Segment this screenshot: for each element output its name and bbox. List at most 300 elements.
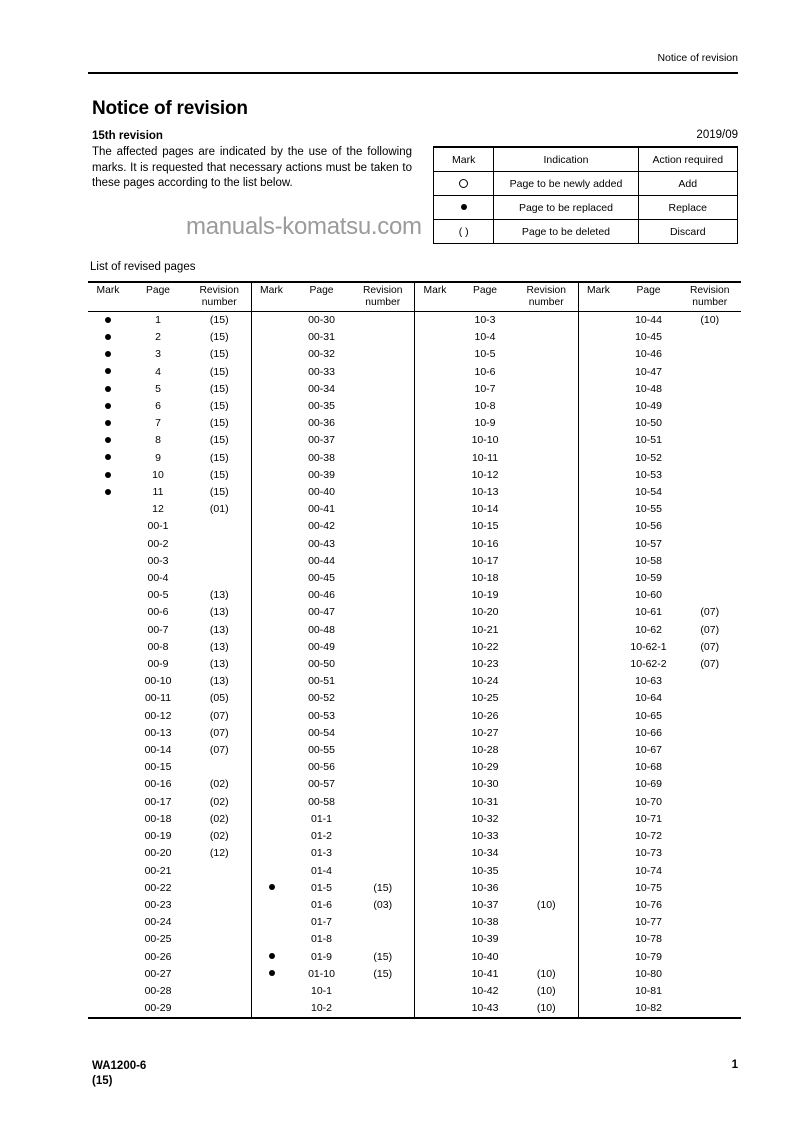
cell-revision [515, 570, 578, 587]
cell-revision [188, 880, 251, 897]
cell-mark [88, 914, 128, 931]
watermark: manuals-komatsu.com [186, 213, 422, 240]
cell-mark [88, 484, 128, 501]
cell-page: 01-4 [310, 864, 332, 877]
cell-revision [679, 364, 742, 381]
cell-revision [679, 811, 742, 828]
cell-revision [679, 673, 742, 690]
cell-mark [578, 708, 619, 725]
cell-revision [515, 656, 578, 673]
table-row [88, 622, 741, 639]
table-row [88, 742, 741, 759]
cell-mark [415, 604, 456, 621]
cell-page: 00-12 [144, 709, 172, 722]
cell-page: 10-11 [471, 451, 499, 464]
cell-revision [352, 364, 415, 381]
cell-revision [679, 536, 742, 553]
cell-page: 10-4 [474, 331, 496, 344]
cell-revision [352, 604, 415, 621]
cell-mark [578, 501, 619, 518]
cell-page: 00-35 [308, 400, 335, 413]
legend-header-indication: Indication [494, 147, 638, 172]
cell-page: 00-55 [308, 744, 335, 757]
cell-revision [679, 759, 742, 776]
cell-revision [352, 312, 415, 330]
cell-page: 00-57 [308, 778, 335, 791]
cell-page: 00-14 [144, 744, 172, 757]
cell-revision: (03) [373, 898, 393, 911]
filled-circle-icon [105, 454, 111, 460]
cell-page: 10-31 [471, 795, 499, 808]
cell-page: 00-32 [308, 348, 335, 361]
cell-mark [415, 983, 456, 1000]
cell-page: 10-51 [635, 434, 662, 447]
cell-mark [88, 432, 128, 449]
filled-circle-icon [105, 351, 111, 357]
cell-mark [251, 949, 292, 966]
cell-revision: (13) [209, 640, 229, 653]
intro-paragraph: The affected pages are indicated by the use of the following marks. It is requested that necessary actions must be taken to these pages according to the list below. [92, 146, 412, 189]
cell-revision [515, 484, 578, 501]
legend-cell-indication: Page to be newly added [494, 172, 638, 196]
cell-page: 00-11 [144, 692, 172, 705]
cell-mark [415, 501, 456, 518]
cell-mark [578, 742, 619, 759]
filled-circle-icon [105, 489, 111, 495]
cell-page: 10-27 [471, 726, 499, 739]
cell-mark [88, 845, 128, 862]
cell-mark [578, 536, 619, 553]
cell-revision [515, 776, 578, 793]
col-header-revision: Revision number [352, 282, 415, 312]
open-circle-icon [459, 179, 468, 188]
cell-revision [188, 759, 251, 776]
cell-mark [251, 518, 292, 535]
cell-revision [515, 759, 578, 776]
cell-mark [251, 742, 292, 759]
cell-page: 01-2 [310, 830, 332, 843]
cell-mark [88, 828, 128, 845]
filled-circle-icon [269, 970, 275, 976]
cell-page: 10-44 [635, 314, 662, 326]
cell-revision [352, 450, 415, 467]
cell-page: 10-14 [471, 503, 499, 516]
cell-page: 7 [155, 417, 161, 430]
legend-header-row [434, 147, 738, 172]
cell-page: 00-48 [308, 623, 335, 636]
cell-mark [251, 501, 292, 518]
filled-circle-icon [461, 204, 467, 210]
cell-mark [251, 398, 292, 415]
cell-mark [415, 381, 456, 398]
cell-mark [251, 587, 292, 604]
cell-revision: (15) [209, 348, 229, 361]
cell-mark [88, 863, 128, 880]
cell-mark [251, 536, 292, 553]
filled-circle-icon [105, 317, 111, 323]
table-row [88, 776, 741, 793]
cell-page: 10-59 [635, 572, 662, 585]
cell-revision [352, 1000, 415, 1018]
cell-revision [188, 570, 251, 587]
cell-revision: (13) [209, 675, 229, 688]
cell-page: 6 [155, 400, 161, 413]
cell-revision [352, 415, 415, 432]
footer-page-number: 1 [731, 1059, 738, 1071]
cell-mark [251, 381, 292, 398]
cell-mark [415, 845, 456, 862]
table-row [88, 415, 741, 432]
cell-page: 00-19 [144, 830, 172, 843]
table-row [88, 690, 741, 707]
cell-mark [251, 794, 292, 811]
table-row [88, 759, 741, 776]
cell-mark [578, 450, 619, 467]
cell-page: 10-6 [474, 365, 496, 378]
cell-mark [88, 467, 128, 484]
cell-mark [578, 432, 619, 449]
cell-mark [88, 708, 128, 725]
cell-page: 00-18 [144, 812, 172, 825]
cell-mark [88, 759, 128, 776]
cell-revision: (13) [209, 658, 229, 671]
cell-page: 10-56 [635, 520, 662, 533]
cell-page: 00-53 [308, 709, 335, 722]
cell-revision [352, 708, 415, 725]
cell-mark [88, 622, 128, 639]
filled-circle-icon [105, 403, 111, 409]
cell-page: 00-24 [144, 916, 172, 929]
cell-revision [352, 536, 415, 553]
cell-mark [578, 570, 619, 587]
legend-header-action: Action required [638, 147, 737, 172]
cell-page: 9 [155, 451, 161, 464]
cell-mark [251, 484, 292, 501]
cell-revision [188, 897, 251, 914]
cell-mark [251, 312, 292, 330]
cell-revision [515, 742, 578, 759]
cell-mark [578, 604, 619, 621]
legend-row [434, 196, 738, 220]
cell-mark [251, 828, 292, 845]
cell-page: 10-58 [635, 554, 662, 567]
cell-mark [415, 949, 456, 966]
cell-page: 00-38 [308, 451, 335, 464]
table-row [88, 432, 741, 449]
revised-pages-thead [88, 282, 741, 312]
cell-mark [578, 690, 619, 707]
cell-mark [251, 931, 292, 948]
cell-page: 10-38 [471, 916, 499, 929]
cell-page: 00-41 [308, 503, 335, 516]
cell-page: 10-60 [635, 589, 662, 602]
revised-pages-table [88, 281, 741, 1019]
cell-revision: (02) [209, 778, 229, 791]
cell-revision [679, 880, 742, 897]
cell-page: 10-78 [635, 933, 662, 946]
cell-page: 10-41 [471, 967, 499, 980]
cell-revision [679, 587, 742, 604]
cell-revision: (12) [209, 847, 229, 860]
cell-revision [515, 501, 578, 518]
cell-revision [679, 742, 742, 759]
cell-page: 00-29 [128, 1000, 188, 1018]
cell-mark [251, 759, 292, 776]
cell-page: 10-10 [471, 434, 499, 447]
cell-mark [251, 863, 292, 880]
page-title: Notice of revision [92, 98, 248, 119]
cell-revision [352, 553, 415, 570]
table-row [88, 467, 741, 484]
cell-page: 10-71 [635, 812, 662, 825]
cell-revision [352, 828, 415, 845]
col-header-page: Page [128, 282, 188, 312]
table-row [88, 329, 741, 346]
cell-mark [415, 794, 456, 811]
cell-revision [352, 983, 415, 1000]
cell-page: 10 [152, 468, 164, 481]
cell-revision [515, 811, 578, 828]
legend-cell-action: Replace [638, 196, 737, 220]
cell-mark [88, 639, 128, 656]
cell-revision [515, 673, 578, 690]
legend-cell-indication: Page to be replaced [494, 196, 638, 220]
cell-revision [679, 381, 742, 398]
cell-mark [578, 346, 619, 363]
cell-page: 10-68 [635, 761, 662, 774]
cell-revision [352, 914, 415, 931]
cell-mark [251, 570, 292, 587]
cell-page: 00-25 [144, 933, 172, 946]
cell-revision [515, 450, 578, 467]
col-header-mark: Mark [251, 282, 292, 312]
cell-page: 10-54 [635, 486, 662, 499]
cell-revision [515, 536, 578, 553]
cell-revision [679, 432, 742, 449]
cell-mark [251, 329, 292, 346]
cell-revision [679, 484, 742, 501]
cell-mark [578, 329, 619, 346]
cell-mark [251, 690, 292, 707]
table-row [88, 536, 741, 553]
cell-mark [251, 346, 292, 363]
cell-page: 10-23 [471, 658, 499, 671]
cell-revision [679, 553, 742, 570]
table-row [88, 656, 741, 673]
cell-page: 10-24 [471, 675, 499, 688]
cell-mark [415, 708, 456, 725]
cell-mark [88, 949, 128, 966]
cell-page: 10-16 [471, 537, 499, 550]
cell-revision [515, 708, 578, 725]
cell-page: 10-62-1 [630, 640, 667, 653]
cell-page: 10-43 [455, 1000, 515, 1018]
cell-page: 10-17 [471, 554, 499, 567]
revision-label: 15th revision [92, 130, 163, 142]
table-row [88, 450, 741, 467]
cell-revision [188, 536, 251, 553]
cell-page: 00-16 [144, 778, 172, 791]
cell-revision [188, 914, 251, 931]
cell-mark [415, 518, 456, 535]
cell-revision [515, 587, 578, 604]
cell-mark [88, 776, 128, 793]
cell-revision [679, 983, 742, 1000]
cell-mark [415, 553, 456, 570]
cell-mark [88, 553, 128, 570]
cell-page: 01-6 [310, 898, 332, 911]
cell-revision: (15) [209, 417, 229, 430]
cell-mark [88, 536, 128, 553]
cell-revision [679, 518, 742, 535]
cell-page: 00-5 [147, 589, 169, 602]
cell-page: 00-44 [308, 554, 335, 567]
footer-model-revision: (15) [92, 1075, 113, 1087]
cell-mark [251, 450, 292, 467]
table-row [88, 518, 741, 535]
cell-revision: (15) [373, 881, 393, 894]
col-header-mark: Mark [578, 282, 619, 312]
col-header-revision: Revision number [679, 282, 742, 312]
cell-page: 00-9 [147, 658, 169, 671]
table-row [88, 845, 741, 862]
cell-revision [679, 708, 742, 725]
cell-revision: (13) [209, 623, 229, 636]
cell-revision [352, 811, 415, 828]
cell-mark [251, 725, 292, 742]
table-row [88, 1000, 741, 1018]
cell-page: 01-8 [310, 933, 332, 946]
cell-revision [352, 725, 415, 742]
cell-revision [515, 604, 578, 621]
cell-mark [415, 536, 456, 553]
cell-page: 00-28 [144, 984, 172, 997]
cell-mark [88, 518, 128, 535]
cell-mark [251, 364, 292, 381]
cell-page: 00-34 [308, 382, 335, 395]
cell-mark [415, 863, 456, 880]
cell-revision: (07) [209, 709, 229, 722]
cell-mark [415, 759, 456, 776]
cell-revision [352, 931, 415, 948]
cell-revision: (15) [373, 950, 393, 963]
legend-header-mark: Mark [434, 147, 494, 172]
cell-page: 10-81 [635, 984, 662, 997]
cell-revision [188, 931, 251, 948]
cell-page: 10-12 [471, 468, 499, 481]
cell-revision [515, 364, 578, 381]
cell-page: 11 [152, 486, 164, 499]
col-header-page: Page [619, 282, 679, 312]
cell-mark [251, 467, 292, 484]
cell-revision: (01) [209, 503, 229, 516]
table-row [88, 604, 741, 621]
cell-page: 10-30 [471, 778, 499, 791]
cell-mark [578, 467, 619, 484]
cell-page: 00-15 [144, 761, 172, 774]
cell-mark [415, 776, 456, 793]
cell-revision [679, 794, 742, 811]
cell-mark [415, 639, 456, 656]
cell-mark [88, 794, 128, 811]
cell-page: 00-46 [308, 589, 335, 602]
header-rule [88, 72, 738, 74]
cell-revision [515, 432, 578, 449]
cell-page: 00-4 [147, 572, 169, 585]
cell-page: 10-28 [471, 744, 499, 757]
cell-revision [679, 725, 742, 742]
cell-mark [415, 656, 456, 673]
cell-mark [415, 742, 456, 759]
col-header-mark: Mark [88, 282, 128, 312]
cell-page: 00-56 [308, 761, 335, 774]
cell-page: 00-43 [308, 537, 335, 550]
cell-page: 10-26 [471, 709, 499, 722]
cell-mark [88, 673, 128, 690]
cell-page: 10-46 [635, 348, 662, 361]
revised-pages-tbody [88, 312, 741, 1019]
cell-revision [515, 518, 578, 535]
cell-mark [578, 880, 619, 897]
cell-mark [578, 725, 619, 742]
cell-page: 10-62 [635, 623, 662, 636]
cell-revision [515, 398, 578, 415]
cell-revision [515, 346, 578, 363]
cell-revision [679, 415, 742, 432]
cell-revision [679, 931, 742, 948]
cell-mark [251, 622, 292, 639]
cell-page: 12 [152, 503, 164, 516]
cell-revision: (02) [209, 830, 229, 843]
cell-page: 00-23 [144, 898, 172, 911]
cell-mark [88, 742, 128, 759]
table-row [88, 381, 741, 398]
cell-mark [88, 415, 128, 432]
cell-page: 10-63 [635, 675, 662, 688]
cell-revision [352, 673, 415, 690]
cell-revision: (07) [700, 623, 720, 636]
table-row [88, 553, 741, 570]
cell-mark [578, 949, 619, 966]
cell-revision [515, 312, 578, 330]
cell-page: 10-40 [471, 950, 499, 963]
table-row [88, 673, 741, 690]
revised-pages-table-wrap [88, 281, 738, 1019]
legend-row [434, 220, 738, 244]
cell-mark [88, 312, 128, 330]
cell-mark [88, 897, 128, 914]
cell-page: 10-80 [635, 967, 662, 980]
cell-page: 00-39 [308, 468, 335, 481]
legend-cell-action: Discard [638, 220, 737, 244]
col-header-revision: Revision number [188, 282, 251, 312]
cell-revision: (15) [209, 486, 229, 499]
cell-revision [352, 759, 415, 776]
cell-revision [188, 1000, 251, 1018]
cell-page: 00-47 [308, 606, 335, 619]
cell-revision [515, 914, 578, 931]
cell-mark [88, 811, 128, 828]
cell-mark [415, 966, 456, 983]
cell-page: 10-66 [635, 726, 662, 739]
cell-revision [679, 1000, 742, 1018]
cell-revision [515, 639, 578, 656]
cell-revision [352, 845, 415, 862]
cell-page: 10-36 [471, 881, 499, 894]
cell-revision [352, 863, 415, 880]
cell-mark [578, 656, 619, 673]
cell-mark [578, 914, 619, 931]
